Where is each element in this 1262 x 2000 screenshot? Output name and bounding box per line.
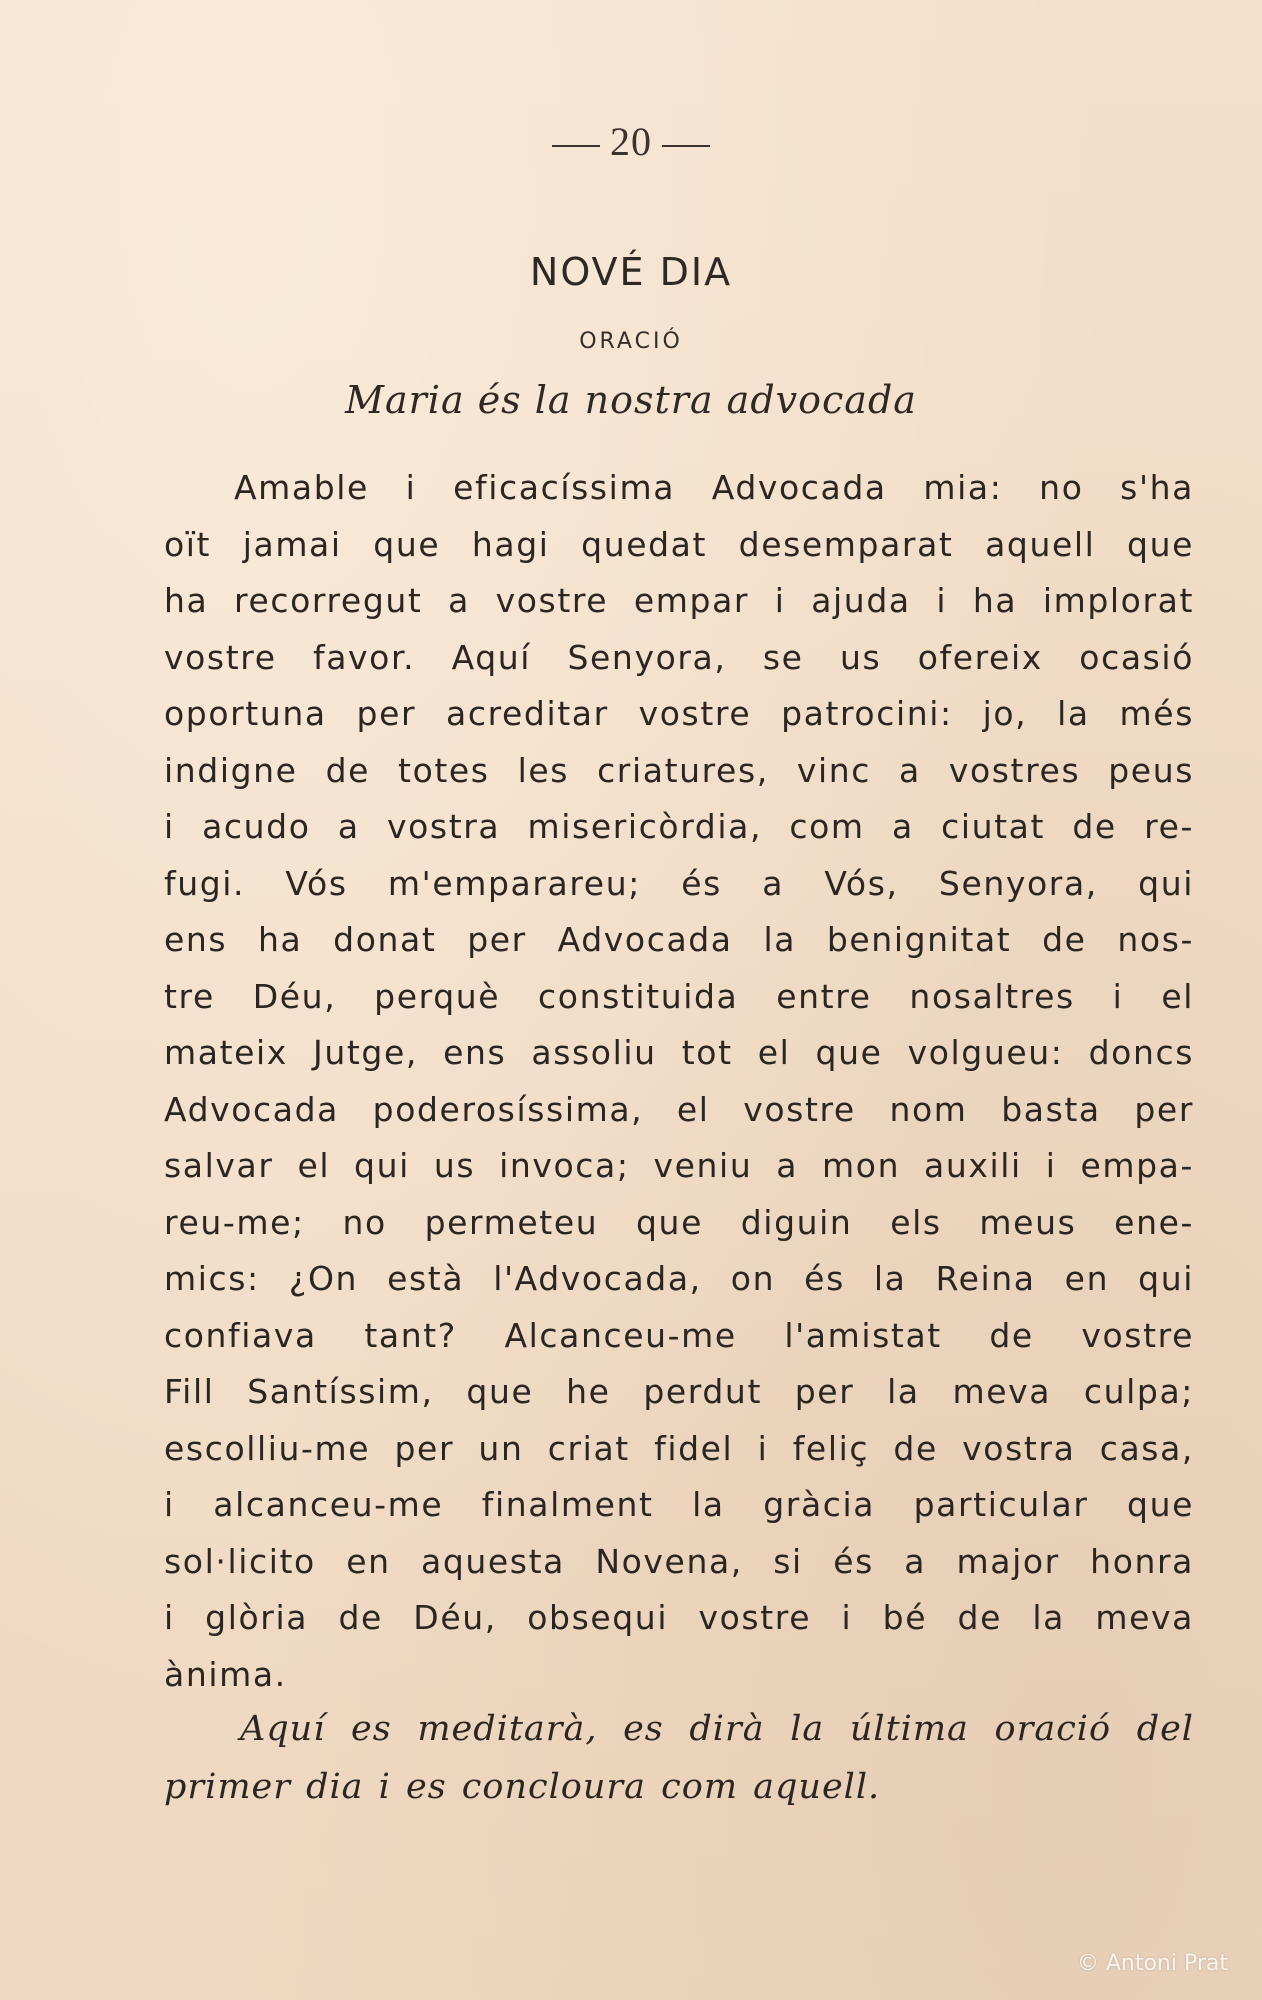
prayer-line: oït jamai que hagi quedat desemparat aquell que bbox=[164, 524, 1194, 564]
prayer-body bbox=[164, 460, 1194, 1703]
prayer-line: tre Déu, perquè constituida entre nosaltres i el bbox=[164, 976, 1194, 1016]
prayer-line: i glòria de Déu, obsequi vostre i bé de la meva bbox=[164, 1598, 1194, 1637]
instruction-line: Aquí es meditarà, es dirà la última oració del bbox=[240, 1709, 1194, 1749]
closing-instruction bbox=[164, 1700, 1194, 1816]
prayer-line: i acudo a vostra misericòrdia, com a ciutat de re- bbox=[164, 807, 1194, 846]
prayer-subtitle: Maria és la nostra advocada bbox=[345, 378, 917, 422]
prayer-line: reu-me; no permeteu que diguin els meus ene- bbox=[164, 1202, 1194, 1242]
prayer-line: ha recorregut a vostre empar i ajuda i ha implorat bbox=[164, 581, 1194, 620]
prayer-line: escolliu-me per un criat fidel i feliç de vostra casa, bbox=[164, 1428, 1194, 1468]
page-number-dash-left bbox=[552, 145, 600, 147]
page-number-dash-right bbox=[662, 145, 710, 147]
prayer-line: vostre favor. Aquí Senyora, se us ofereix ocasió bbox=[164, 637, 1194, 677]
prayer-line: confiava tant? Alcanceu-me l'amistat de vostre bbox=[164, 1315, 1194, 1355]
prayer-line: Amable i eficacíssima Advocada mia: no s'ha bbox=[234, 468, 1194, 507]
prayer-line: mics: ¿On està l'Advocada, on és la Reina en qui bbox=[164, 1259, 1194, 1298]
page-number-value: 20 bbox=[610, 119, 652, 164]
prayer-line: sol·licito en aquesta Novena, si és a major honra bbox=[164, 1541, 1194, 1581]
prayer-line: ànima. bbox=[164, 1654, 287, 1694]
prayer-line: i alcanceu-me finalment la gràcia particular que bbox=[164, 1485, 1194, 1524]
prayer-line: oportuna per acreditar vostre patrocini: jo, la més bbox=[164, 694, 1194, 733]
page-number bbox=[0, 118, 1262, 165]
copyright-watermark: © Antoni Prat bbox=[1076, 1951, 1228, 1976]
day-title: NOVÉ DIA bbox=[529, 250, 733, 294]
prayer-line: mateix Jutge, ens assoliu tot el que volgueu: doncs bbox=[164, 1033, 1194, 1072]
prayer-line: ens ha donat per Advocada la benignitat de nos- bbox=[164, 920, 1194, 959]
prayer-line: salvar el qui us invoca; veniu a mon auxili i empa- bbox=[164, 1146, 1194, 1185]
instruction-line: primer dia i es concloura com aquell. bbox=[164, 1767, 881, 1807]
prayer-line: indigne de totes les criatures, vinc a vostres peus bbox=[164, 750, 1194, 790]
prayer-line: Advocada poderosíssima, el vostre nom basta per bbox=[164, 1089, 1194, 1129]
prayer-line: Fill Santíssim, que he perdut per la meva culpa; bbox=[164, 1372, 1194, 1411]
section-label: ORACIÓ bbox=[579, 329, 683, 354]
prayer-line: fugi. Vós m'emparareu; és a Vós, Senyora, qui bbox=[164, 863, 1194, 903]
